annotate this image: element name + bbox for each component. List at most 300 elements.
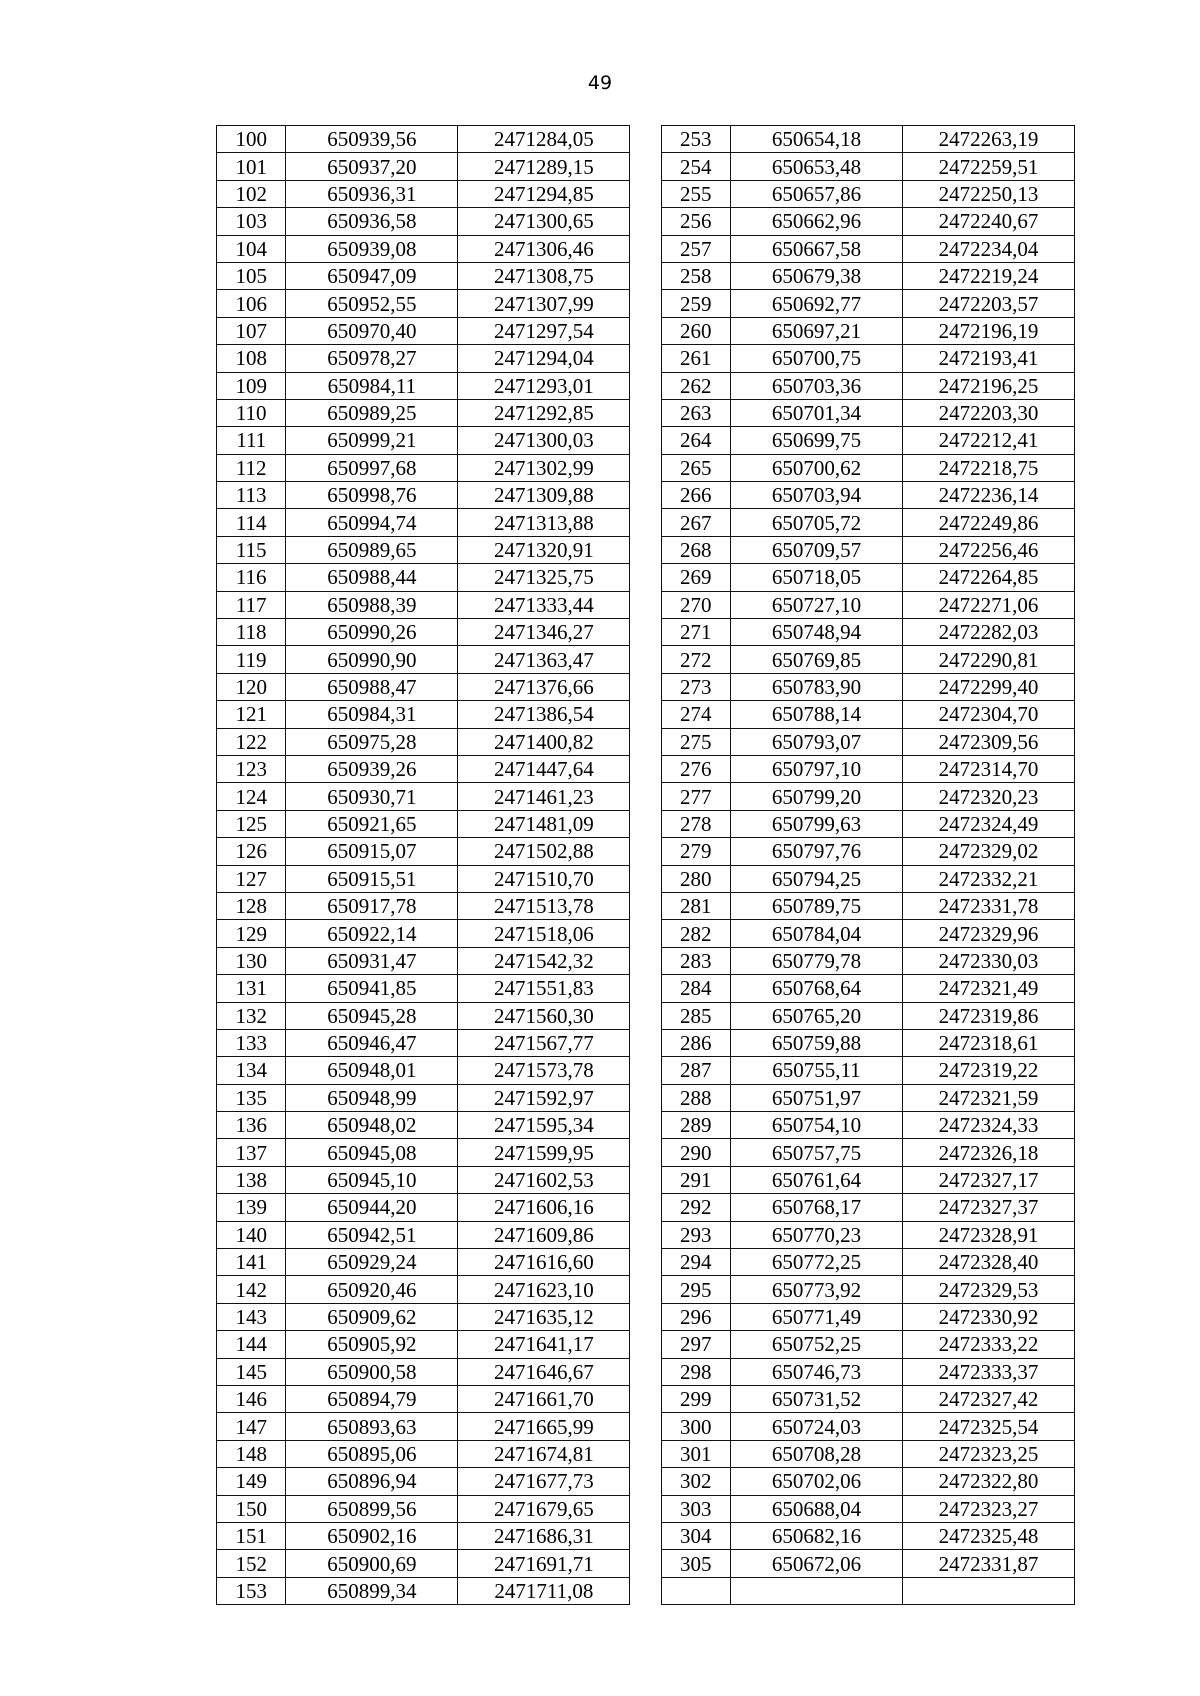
column-gap [630, 126, 661, 153]
y-coordinate-cell: 2472327,42 [902, 1385, 1074, 1412]
x-coordinate-cell: 650703,94 [730, 482, 902, 509]
column-gap [630, 208, 661, 235]
x-coordinate-cell: 650718,05 [730, 564, 902, 591]
point-number-cell: 274 [661, 701, 730, 728]
x-coordinate-cell: 650922,14 [286, 920, 458, 947]
x-coordinate-cell: 650988,44 [286, 564, 458, 591]
x-coordinate-cell: 650998,76 [286, 482, 458, 509]
point-number-cell: 287 [661, 1057, 730, 1084]
y-coordinate-cell: 2471542,32 [458, 947, 630, 974]
x-coordinate-cell: 650917,78 [286, 892, 458, 919]
point-number-cell: 112 [217, 454, 286, 481]
point-number-cell: 256 [661, 208, 730, 235]
y-coordinate-cell: 2471635,12 [458, 1303, 630, 1330]
table-row [217, 701, 1075, 728]
y-coordinate-cell: 2471661,70 [458, 1385, 630, 1412]
column-gap [630, 372, 661, 399]
y-coordinate-cell: 2472271,06 [902, 591, 1074, 618]
x-coordinate-cell: 650999,21 [286, 427, 458, 454]
point-number-cell: 276 [661, 755, 730, 782]
point-number-cell: 117 [217, 591, 286, 618]
x-coordinate-cell: 650797,10 [730, 755, 902, 782]
x-coordinate-cell: 650942,51 [286, 1221, 458, 1248]
point-number-cell: 288 [661, 1084, 730, 1111]
table-row [217, 1139, 1075, 1166]
point-number-cell: 265 [661, 454, 730, 481]
point-number-cell: 267 [661, 509, 730, 536]
point-number-cell: 111 [217, 427, 286, 454]
x-coordinate-cell: 650701,34 [730, 399, 902, 426]
point-number-cell: 280 [661, 865, 730, 892]
point-number-cell: 124 [217, 783, 286, 810]
x-coordinate-cell: 650984,11 [286, 372, 458, 399]
table-row [217, 345, 1075, 372]
y-coordinate-cell: 2472196,25 [902, 372, 1074, 399]
point-number-cell: 106 [217, 290, 286, 317]
x-coordinate-cell: 650727,10 [730, 591, 902, 618]
x-coordinate-cell: 650682,16 [730, 1522, 902, 1549]
column-gap [630, 317, 661, 344]
column-gap [630, 1029, 661, 1056]
point-number-cell: 133 [217, 1029, 286, 1056]
x-coordinate-cell: 650899,56 [286, 1495, 458, 1522]
y-coordinate-cell: 2472282,03 [902, 619, 1074, 646]
x-coordinate-cell: 650900,69 [286, 1550, 458, 1577]
column-gap [630, 728, 661, 755]
x-coordinate-cell: 650948,01 [286, 1057, 458, 1084]
point-number-cell: 103 [217, 208, 286, 235]
y-coordinate-cell: 2471518,06 [458, 920, 630, 947]
x-coordinate-cell: 650770,23 [730, 1221, 902, 1248]
y-coordinate-cell: 2472329,96 [902, 920, 1074, 947]
y-coordinate-cell: 2471677,73 [458, 1468, 630, 1495]
table-row [217, 947, 1075, 974]
x-coordinate-cell: 650937,20 [286, 153, 458, 180]
x-coordinate-cell: 650657,86 [730, 180, 902, 207]
column-gap [630, 482, 661, 509]
x-coordinate-cell: 650945,08 [286, 1139, 458, 1166]
x-coordinate-cell: 650688,04 [730, 1495, 902, 1522]
y-coordinate-cell: 2472309,56 [902, 728, 1074, 755]
x-coordinate-cell: 650709,57 [730, 536, 902, 563]
x-coordinate-cell: 650920,46 [286, 1276, 458, 1303]
y-coordinate-cell: 2472333,37 [902, 1358, 1074, 1385]
table-row [217, 1440, 1075, 1467]
point-number-cell: 128 [217, 892, 286, 919]
column-gap [630, 1276, 661, 1303]
y-coordinate-cell: 2472326,18 [902, 1139, 1074, 1166]
x-coordinate-cell: 650946,47 [286, 1029, 458, 1056]
y-coordinate-cell: 2472314,70 [902, 755, 1074, 782]
x-coordinate-cell: 650679,38 [730, 262, 902, 289]
page-number: 49 [587, 72, 613, 94]
table-row [217, 975, 1075, 1002]
x-coordinate-cell: 650773,92 [730, 1276, 902, 1303]
y-coordinate-cell: 2471641,17 [458, 1331, 630, 1358]
table-row [217, 564, 1075, 591]
x-coordinate-cell: 650931,47 [286, 947, 458, 974]
table-row [217, 755, 1075, 782]
x-coordinate-cell: 650697,21 [730, 317, 902, 344]
point-number-cell: 145 [217, 1358, 286, 1385]
point-number-cell: 305 [661, 1550, 730, 1577]
point-number-cell: 304 [661, 1522, 730, 1549]
y-coordinate-cell: 2471363,47 [458, 646, 630, 673]
y-coordinate-cell: 2471623,10 [458, 1276, 630, 1303]
y-coordinate-cell: 2472327,17 [902, 1166, 1074, 1193]
table-row [217, 536, 1075, 563]
x-coordinate-cell: 650692,77 [730, 290, 902, 317]
column-gap [630, 591, 661, 618]
y-coordinate-cell: 2471325,75 [458, 564, 630, 591]
y-coordinate-cell: 2472324,33 [902, 1112, 1074, 1139]
table-row [217, 1029, 1075, 1056]
y-coordinate-cell: 2472218,75 [902, 454, 1074, 481]
point-number-cell: 114 [217, 509, 286, 536]
y-coordinate-cell: 2472325,48 [902, 1522, 1074, 1549]
y-coordinate-cell: 2471293,01 [458, 372, 630, 399]
point-number-cell: 285 [661, 1002, 730, 1029]
y-coordinate-cell: 2471346,27 [458, 619, 630, 646]
table-row [217, 1057, 1075, 1084]
x-coordinate-cell: 650779,78 [730, 947, 902, 974]
table-row [217, 1522, 1075, 1549]
x-coordinate-cell: 650797,76 [730, 838, 902, 865]
point-number-cell: 290 [661, 1139, 730, 1166]
x-coordinate-cell: 650699,75 [730, 427, 902, 454]
x-coordinate-cell: 650895,06 [286, 1440, 458, 1467]
point-number-cell: 119 [217, 646, 286, 673]
y-coordinate-cell: 2472324,49 [902, 810, 1074, 837]
y-coordinate-cell: 2472264,85 [902, 564, 1074, 591]
y-coordinate-cell: 2472333,22 [902, 1331, 1074, 1358]
point-number-cell: 294 [661, 1249, 730, 1276]
y-coordinate-cell [902, 1577, 1074, 1604]
y-coordinate-cell: 2471513,78 [458, 892, 630, 919]
point-number-cell: 257 [661, 235, 730, 262]
table-row [217, 783, 1075, 810]
y-coordinate-cell: 2471560,30 [458, 1002, 630, 1029]
x-coordinate-cell: 650945,28 [286, 1002, 458, 1029]
x-coordinate-cell: 650989,65 [286, 536, 458, 563]
point-number-cell: 277 [661, 783, 730, 810]
x-coordinate-cell: 650978,27 [286, 345, 458, 372]
x-coordinate-cell: 650989,25 [286, 399, 458, 426]
column-gap [630, 783, 661, 810]
point-number-cell: 149 [217, 1468, 286, 1495]
x-coordinate-cell: 650794,25 [730, 865, 902, 892]
point-number-cell: 100 [217, 126, 286, 153]
column-gap [630, 1084, 661, 1111]
x-coordinate-cell: 650789,75 [730, 892, 902, 919]
point-number-cell: 289 [661, 1112, 730, 1139]
point-number-cell: 148 [217, 1440, 286, 1467]
point-number-cell: 125 [217, 810, 286, 837]
y-coordinate-cell: 2471308,75 [458, 262, 630, 289]
table-row [217, 317, 1075, 344]
column-gap [630, 755, 661, 782]
column-gap [630, 838, 661, 865]
x-coordinate-cell: 650947,09 [286, 262, 458, 289]
x-coordinate-cell: 650939,08 [286, 235, 458, 262]
x-coordinate-cell: 650948,02 [286, 1112, 458, 1139]
y-coordinate-cell: 2471461,23 [458, 783, 630, 810]
point-number-cell: 273 [661, 673, 730, 700]
point-number-cell: 301 [661, 1440, 730, 1467]
point-number-cell: 132 [217, 1002, 286, 1029]
x-coordinate-cell: 650653,48 [730, 153, 902, 180]
y-coordinate-cell: 2472263,19 [902, 126, 1074, 153]
point-number-cell: 262 [661, 372, 730, 399]
x-coordinate-cell: 650939,56 [286, 126, 458, 153]
y-coordinate-cell: 2472193,41 [902, 345, 1074, 372]
x-coordinate-cell: 650667,58 [730, 235, 902, 262]
y-coordinate-cell: 2471686,31 [458, 1522, 630, 1549]
x-coordinate-cell: 650990,90 [286, 646, 458, 673]
column-gap [630, 564, 661, 591]
column-gap [630, 235, 661, 262]
point-number-cell: 129 [217, 920, 286, 947]
y-coordinate-cell: 2471313,88 [458, 509, 630, 536]
y-coordinate-cell: 2472259,51 [902, 153, 1074, 180]
column-gap [630, 1166, 661, 1193]
y-coordinate-cell: 2471599,95 [458, 1139, 630, 1166]
x-coordinate-cell: 650771,49 [730, 1303, 902, 1330]
x-coordinate-cell: 650894,79 [286, 1385, 458, 1412]
point-number-cell: 104 [217, 235, 286, 262]
y-coordinate-cell: 2471307,99 [458, 290, 630, 317]
column-gap [630, 1385, 661, 1412]
y-coordinate-cell: 2471573,78 [458, 1057, 630, 1084]
table-row [217, 427, 1075, 454]
x-coordinate-cell: 650948,99 [286, 1084, 458, 1111]
point-number-cell: 264 [661, 427, 730, 454]
y-coordinate-cell: 2472323,27 [902, 1495, 1074, 1522]
y-coordinate-cell: 2471502,88 [458, 838, 630, 865]
x-coordinate-cell: 650761,64 [730, 1166, 902, 1193]
point-number-cell: 275 [661, 728, 730, 755]
y-coordinate-cell: 2472203,57 [902, 290, 1074, 317]
column-gap [630, 1249, 661, 1276]
x-coordinate-cell: 650768,64 [730, 975, 902, 1002]
x-coordinate-cell: 650788,14 [730, 701, 902, 728]
column-gap [630, 536, 661, 563]
point-number-cell: 126 [217, 838, 286, 865]
x-coordinate-cell: 650752,25 [730, 1331, 902, 1358]
y-coordinate-cell: 2472331,78 [902, 892, 1074, 919]
x-coordinate-cell: 650703,36 [730, 372, 902, 399]
table-row [217, 810, 1075, 837]
column-gap [630, 1331, 661, 1358]
point-number-cell: 270 [661, 591, 730, 618]
point-number-cell: 108 [217, 345, 286, 372]
y-coordinate-cell: 2471306,46 [458, 235, 630, 262]
x-coordinate-cell: 650997,68 [286, 454, 458, 481]
y-coordinate-cell: 2471294,04 [458, 345, 630, 372]
column-gap [630, 646, 661, 673]
point-number-cell: 255 [661, 180, 730, 207]
point-number-cell: 135 [217, 1084, 286, 1111]
table-row [217, 1276, 1075, 1303]
y-coordinate-cell: 2472328,91 [902, 1221, 1074, 1248]
column-gap [630, 1495, 661, 1522]
table-row [217, 1221, 1075, 1248]
column-gap [630, 1221, 661, 1248]
x-coordinate-cell: 650921,65 [286, 810, 458, 837]
table-row [217, 1468, 1075, 1495]
column-gap [630, 1194, 661, 1221]
x-coordinate-cell: 650705,72 [730, 509, 902, 536]
column-gap [630, 153, 661, 180]
x-coordinate-cell: 650662,96 [730, 208, 902, 235]
point-number-cell: 283 [661, 947, 730, 974]
y-coordinate-cell: 2472250,13 [902, 180, 1074, 207]
column-gap [630, 290, 661, 317]
x-coordinate-cell: 650909,62 [286, 1303, 458, 1330]
column-gap [630, 427, 661, 454]
point-number-cell: 266 [661, 482, 730, 509]
y-coordinate-cell: 2472330,92 [902, 1303, 1074, 1330]
y-coordinate-cell: 2471674,81 [458, 1440, 630, 1467]
y-coordinate-cell: 2471376,66 [458, 673, 630, 700]
point-number-cell: 130 [217, 947, 286, 974]
point-number-cell: 258 [661, 262, 730, 289]
y-coordinate-cell: 2472321,59 [902, 1084, 1074, 1111]
table-row [217, 454, 1075, 481]
point-number-cell: 299 [661, 1385, 730, 1412]
x-coordinate-cell: 650654,18 [730, 126, 902, 153]
x-coordinate-cell: 650905,92 [286, 1331, 458, 1358]
table-row [217, 1495, 1075, 1522]
x-coordinate-cell: 650799,20 [730, 783, 902, 810]
x-coordinate-cell: 650902,16 [286, 1522, 458, 1549]
table-row [217, 1331, 1075, 1358]
point-number-cell: 259 [661, 290, 730, 317]
x-coordinate-cell: 650793,07 [730, 728, 902, 755]
point-number-cell: 292 [661, 1194, 730, 1221]
point-number-cell: 105 [217, 262, 286, 289]
y-coordinate-cell: 2471646,67 [458, 1358, 630, 1385]
x-coordinate-cell: 650731,52 [730, 1385, 902, 1412]
x-coordinate-cell: 650724,03 [730, 1413, 902, 1440]
point-number-cell: 134 [217, 1057, 286, 1084]
x-coordinate-cell: 650990,26 [286, 619, 458, 646]
point-number-cell: 123 [217, 755, 286, 782]
point-number-cell: 260 [661, 317, 730, 344]
y-coordinate-cell: 2472203,30 [902, 399, 1074, 426]
point-number-cell: 142 [217, 1276, 286, 1303]
column-gap [630, 180, 661, 207]
x-coordinate-cell: 650896,94 [286, 1468, 458, 1495]
point-number-cell: 284 [661, 975, 730, 1002]
point-number-cell: 152 [217, 1550, 286, 1577]
x-coordinate-cell: 650939,26 [286, 755, 458, 782]
point-number-cell: 115 [217, 536, 286, 563]
y-coordinate-cell: 2471711,08 [458, 1577, 630, 1604]
x-coordinate-cell: 650929,24 [286, 1249, 458, 1276]
column-gap [630, 454, 661, 481]
y-coordinate-cell: 2471386,54 [458, 701, 630, 728]
point-number-cell: 268 [661, 536, 730, 563]
y-coordinate-cell: 2472304,70 [902, 701, 1074, 728]
table-row [217, 1002, 1075, 1029]
y-coordinate-cell: 2472319,22 [902, 1057, 1074, 1084]
y-coordinate-cell: 2472321,49 [902, 975, 1074, 1002]
y-coordinate-cell: 2471320,91 [458, 536, 630, 563]
y-coordinate-cell: 2472212,41 [902, 427, 1074, 454]
x-coordinate-cell: 650754,10 [730, 1112, 902, 1139]
table-row [217, 235, 1075, 262]
column-gap [630, 892, 661, 919]
y-coordinate-cell: 2471616,60 [458, 1249, 630, 1276]
x-coordinate-cell: 650772,25 [730, 1249, 902, 1276]
y-coordinate-cell: 2471302,99 [458, 454, 630, 481]
point-number-cell: 293 [661, 1221, 730, 1248]
point-number-cell: 286 [661, 1029, 730, 1056]
x-coordinate-cell: 650900,58 [286, 1358, 458, 1385]
y-coordinate-cell: 2471309,88 [458, 482, 630, 509]
table-row [217, 1358, 1075, 1385]
x-coordinate-cell: 650984,31 [286, 701, 458, 728]
y-coordinate-cell: 2471400,82 [458, 728, 630, 755]
y-coordinate-cell: 2471292,85 [458, 399, 630, 426]
x-coordinate-cell: 650936,31 [286, 180, 458, 207]
y-coordinate-cell: 2471481,09 [458, 810, 630, 837]
y-coordinate-cell: 2472325,54 [902, 1413, 1074, 1440]
x-coordinate-cell: 650672,06 [730, 1550, 902, 1577]
y-coordinate-cell: 2471609,86 [458, 1221, 630, 1248]
y-coordinate-cell: 2472327,37 [902, 1194, 1074, 1221]
point-number-cell: 279 [661, 838, 730, 865]
y-coordinate-cell: 2471606,16 [458, 1194, 630, 1221]
column-gap [630, 701, 661, 728]
y-coordinate-cell: 2472331,87 [902, 1550, 1074, 1577]
table-row [217, 509, 1075, 536]
point-number-cell: 138 [217, 1166, 286, 1193]
table-row [217, 619, 1075, 646]
coordinates-table [216, 125, 1075, 1605]
x-coordinate-cell: 650988,47 [286, 673, 458, 700]
point-number-cell: 121 [217, 701, 286, 728]
point-number-cell: 146 [217, 1385, 286, 1412]
y-coordinate-cell: 2471602,53 [458, 1166, 630, 1193]
column-gap [630, 1577, 661, 1604]
table-row [217, 1249, 1075, 1276]
point-number-cell: 261 [661, 345, 730, 372]
point-number-cell: 298 [661, 1358, 730, 1385]
y-coordinate-cell: 2472196,19 [902, 317, 1074, 344]
y-coordinate-cell: 2471592,97 [458, 1084, 630, 1111]
column-gap [630, 619, 661, 646]
point-number-cell: 271 [661, 619, 730, 646]
point-number-cell: 110 [217, 399, 286, 426]
x-coordinate-cell: 650783,90 [730, 673, 902, 700]
y-coordinate-cell: 2471510,70 [458, 865, 630, 892]
column-gap [630, 1358, 661, 1385]
column-gap [630, 1413, 661, 1440]
y-coordinate-cell: 2471567,77 [458, 1029, 630, 1056]
column-gap [630, 1550, 661, 1577]
x-coordinate-cell: 650941,85 [286, 975, 458, 1002]
point-number-cell: 139 [217, 1194, 286, 1221]
column-gap [630, 1112, 661, 1139]
point-number-cell: 137 [217, 1139, 286, 1166]
x-coordinate-cell: 650765,20 [730, 1002, 902, 1029]
column-gap [630, 1139, 661, 1166]
table-row [217, 865, 1075, 892]
point-number-cell: 282 [661, 920, 730, 947]
table-row [217, 673, 1075, 700]
